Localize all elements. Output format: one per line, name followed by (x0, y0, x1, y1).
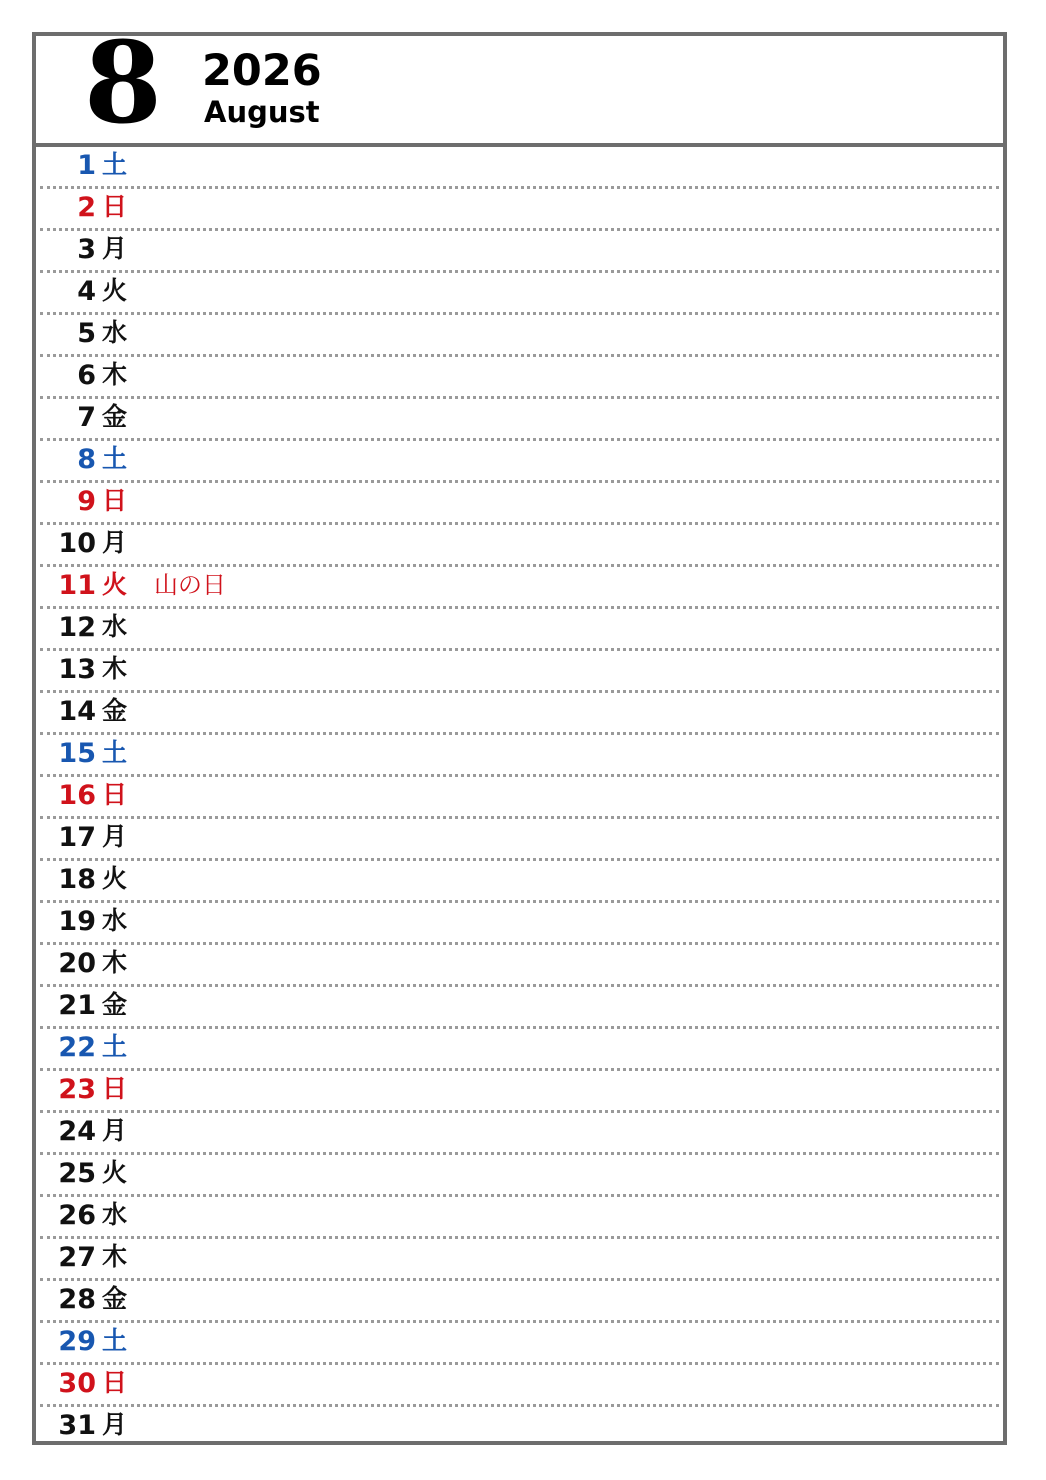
day-number: 6 (77, 360, 96, 391)
day-number: 28 (58, 1284, 96, 1315)
calendar-header (36, 18, 1003, 149)
weekday-label: 月 (102, 234, 128, 263)
weekday-label: 土 (102, 150, 128, 179)
day-number: 12 (58, 612, 96, 643)
day-row[interactable] (40, 567, 999, 609)
calendar-frame (32, 18, 1007, 1445)
day-number: 22 (58, 1032, 96, 1063)
month-number: 8 (84, 18, 162, 149)
weekday-label: 月 (102, 1410, 128, 1439)
day-number: 21 (58, 990, 96, 1021)
day-row[interactable] (40, 1155, 999, 1197)
day-row[interactable] (40, 441, 999, 483)
day-row[interactable] (40, 1365, 999, 1407)
weekday-label: 月 (102, 1116, 128, 1145)
day-number: 14 (58, 696, 96, 727)
holiday-note: 山の日 (154, 571, 226, 599)
weekday-label: 日 (102, 780, 128, 809)
day-row[interactable] (40, 1197, 999, 1239)
day-number: 7 (77, 402, 96, 433)
day-number: 19 (58, 906, 96, 937)
day-row[interactable] (40, 609, 999, 651)
day-list (36, 147, 1003, 1449)
day-row[interactable] (40, 483, 999, 525)
day-row[interactable] (40, 1071, 999, 1113)
weekday-label: 日 (102, 1368, 128, 1397)
weekday-label: 金 (102, 1284, 128, 1313)
day-row[interactable] (40, 147, 999, 189)
day-row[interactable] (40, 693, 999, 735)
day-number: 18 (58, 864, 96, 895)
day-row[interactable] (40, 1239, 999, 1281)
day-row[interactable] (40, 1029, 999, 1071)
weekday-label: 木 (102, 948, 128, 977)
day-number: 13 (58, 654, 96, 685)
day-number: 4 (77, 276, 96, 307)
weekday-label: 日 (102, 486, 128, 515)
weekday-label: 木 (102, 360, 128, 389)
day-row[interactable] (40, 399, 999, 441)
day-number: 2 (77, 192, 96, 223)
weekday-label: 木 (102, 1242, 128, 1271)
day-row[interactable] (40, 315, 999, 357)
day-number: 5 (77, 318, 96, 349)
day-row[interactable] (40, 987, 999, 1029)
day-row[interactable] (40, 231, 999, 273)
weekday-label: 水 (102, 906, 128, 935)
weekday-label: 土 (102, 444, 128, 473)
weekday-label: 日 (102, 1074, 128, 1103)
weekday-label: 火 (102, 864, 128, 893)
day-row[interactable] (40, 1407, 999, 1449)
day-number: 1 (77, 150, 96, 181)
day-number: 27 (58, 1242, 96, 1273)
day-number: 16 (58, 780, 96, 811)
day-row[interactable] (40, 525, 999, 567)
day-row[interactable] (40, 735, 999, 777)
day-number: 9 (77, 486, 96, 517)
weekday-label: 土 (102, 1326, 128, 1355)
day-number: 24 (58, 1116, 96, 1147)
day-number: 17 (58, 822, 96, 853)
weekday-label: 土 (102, 738, 128, 767)
weekday-label: 月 (102, 822, 128, 851)
day-number: 10 (58, 528, 96, 559)
day-row[interactable] (40, 819, 999, 861)
day-row[interactable] (40, 945, 999, 987)
day-row[interactable] (40, 903, 999, 945)
day-number: 25 (58, 1158, 96, 1189)
day-number: 3 (77, 234, 96, 265)
day-row[interactable] (40, 1113, 999, 1155)
year-label: 2026 (202, 46, 322, 96)
day-row[interactable] (40, 357, 999, 399)
weekday-label: 火 (102, 1158, 128, 1187)
weekday-label: 月 (102, 528, 128, 557)
day-number: 11 (58, 570, 96, 601)
weekday-label: 金 (102, 990, 128, 1019)
day-number: 20 (58, 948, 96, 979)
weekday-label: 水 (102, 318, 128, 347)
day-number: 29 (58, 1326, 96, 1357)
day-row[interactable] (40, 1323, 999, 1365)
weekday-label: 火 (102, 276, 128, 305)
day-number: 23 (58, 1074, 96, 1105)
day-number: 15 (58, 738, 96, 769)
day-number: 30 (58, 1368, 96, 1399)
weekday-label: 土 (102, 1032, 128, 1061)
day-row[interactable] (40, 1281, 999, 1323)
day-row[interactable] (40, 651, 999, 693)
weekday-label: 水 (102, 1200, 128, 1229)
day-number: 8 (77, 444, 96, 475)
weekday-label: 日 (102, 192, 128, 221)
day-number: 26 (58, 1200, 96, 1231)
day-row[interactable] (40, 189, 999, 231)
day-row[interactable] (40, 861, 999, 903)
day-row[interactable] (40, 273, 999, 315)
weekday-label: 木 (102, 654, 128, 683)
weekday-label: 金 (102, 402, 128, 431)
day-row[interactable] (40, 777, 999, 819)
month-name-label: August (204, 95, 320, 129)
weekday-label: 水 (102, 612, 128, 641)
weekday-label: 金 (102, 696, 128, 725)
weekday-label: 火 (102, 570, 128, 599)
day-number: 31 (58, 1410, 96, 1441)
